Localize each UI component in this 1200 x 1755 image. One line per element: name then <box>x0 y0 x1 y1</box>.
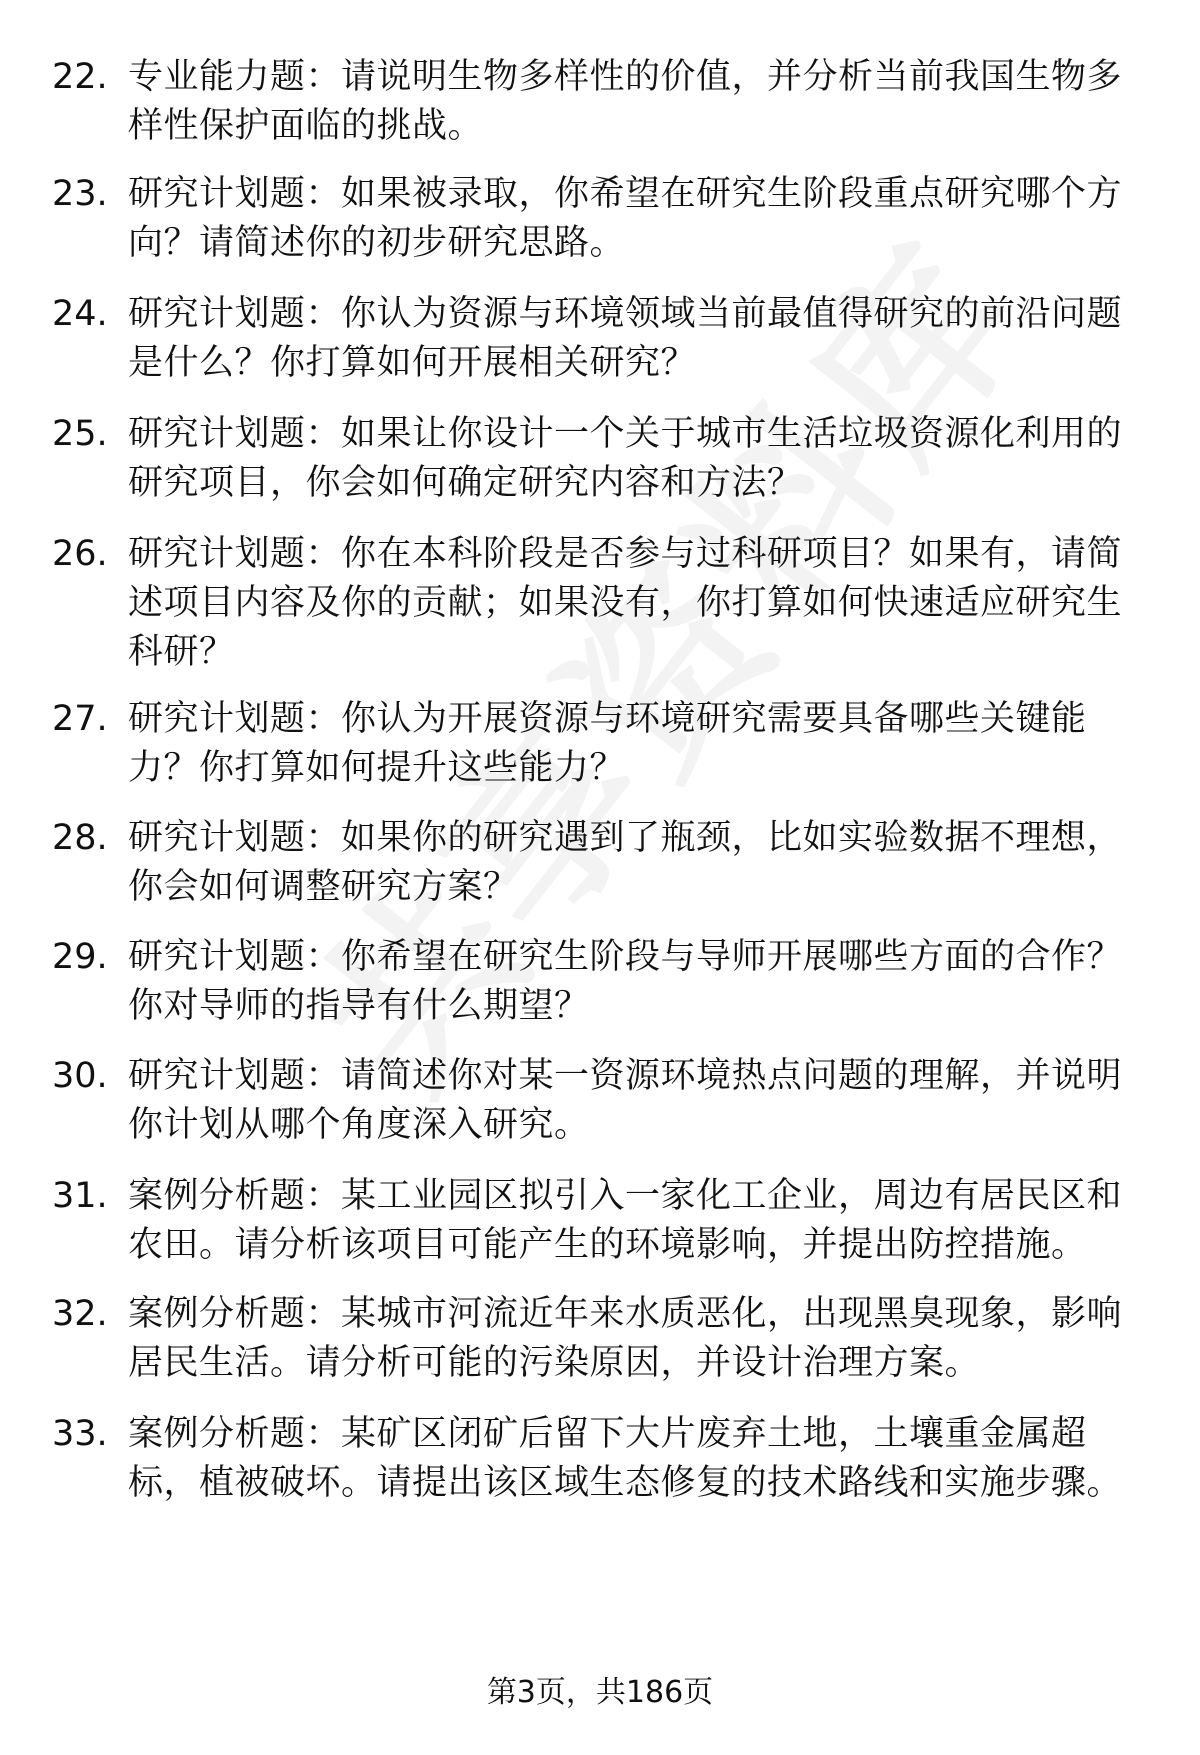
question-item <box>52 933 1152 1031</box>
question-number: 26. <box>52 534 108 574</box>
question-number: 28. <box>52 818 108 858</box>
question-item <box>52 53 1152 151</box>
question-text: 专业能力题：请说明生物多样性的价值，并分析当前我国生物多样性保护面临的挑战。 <box>128 57 1123 146</box>
question-text: 研究计划题：你认为资源与环境领域当前最值得研究的前沿问题是什么？你打算如何开展相关研究？ <box>128 294 1123 383</box>
question-item <box>52 814 1152 912</box>
question-text: 研究计划题：如果让你设计一个关于城市生活垃圾资源化利用的研究项目，你会如何确定研究内容和方法？ <box>128 414 1123 503</box>
question-number: 31. <box>52 1176 108 1216</box>
question-item <box>52 410 1152 508</box>
question-number: 29. <box>52 937 108 977</box>
question-number: 23. <box>52 174 108 214</box>
question-item <box>52 290 1152 388</box>
question-text: 研究计划题：你认为开展资源与环境研究需要具备哪些关键能力？你打算如何提升这些能力？ <box>128 699 1087 788</box>
question-number: 27. <box>52 699 108 739</box>
question-number: 25. <box>52 414 108 454</box>
question-number: 24. <box>52 294 108 334</box>
question-text: 案例分析题：某城市河流近年来水质恶化，出现黑臭现象，影响居民生活。请分析可能的污染原因，并设计治理方案。 <box>128 1294 1123 1383</box>
question-text: 研究计划题：你在本科阶段是否参与过科研项目？如果有，请简述项目内容及你的贡献；如果没有，你打算如何快速适应研究生科研？ <box>128 534 1123 672</box>
question-item <box>52 695 1152 793</box>
question-item <box>52 530 1152 677</box>
question-number: 32. <box>52 1294 108 1334</box>
question-text: 研究计划题：请简述你对某一资源环境热点问题的理解，并说明你计划从哪个角度深入研究。 <box>128 1056 1123 1145</box>
question-number: 22. <box>52 57 108 97</box>
question-number: 30. <box>52 1056 108 1096</box>
question-item <box>52 1052 1152 1150</box>
question-text: 案例分析题：某工业园区拟引入一家化工企业，周边有居民区和农田。请分析该项目可能产生的环境影响，并提出防控措施。 <box>128 1176 1123 1265</box>
question-text: 研究计划题：你希望在研究生阶段与导师开展哪些方面的合作？你对导师的指导有什么期望？ <box>128 937 1123 1026</box>
page-number-footer: 第3页，共186页 <box>486 1675 714 1710</box>
question-item <box>52 170 1152 268</box>
question-item <box>52 1410 1152 1508</box>
question-text: 研究计划题：如果被录取，你希望在研究生阶段重点研究哪个方向？请简述你的初步研究思路。 <box>128 174 1123 263</box>
question-number: 33. <box>52 1414 108 1454</box>
question-text: 案例分析题：某矿区闭矿后留下大片废弃土地，土壤重金属超标，植被破坏。请提出该区域生态修复的技术路线和实施步骤。 <box>128 1414 1123 1503</box>
question-item <box>52 1172 1152 1270</box>
question-text: 研究计划题：如果你的研究遇到了瓶颈，比如实验数据不理想，你会如何调整研究方案？ <box>128 818 1123 907</box>
question-item <box>52 1290 1152 1388</box>
